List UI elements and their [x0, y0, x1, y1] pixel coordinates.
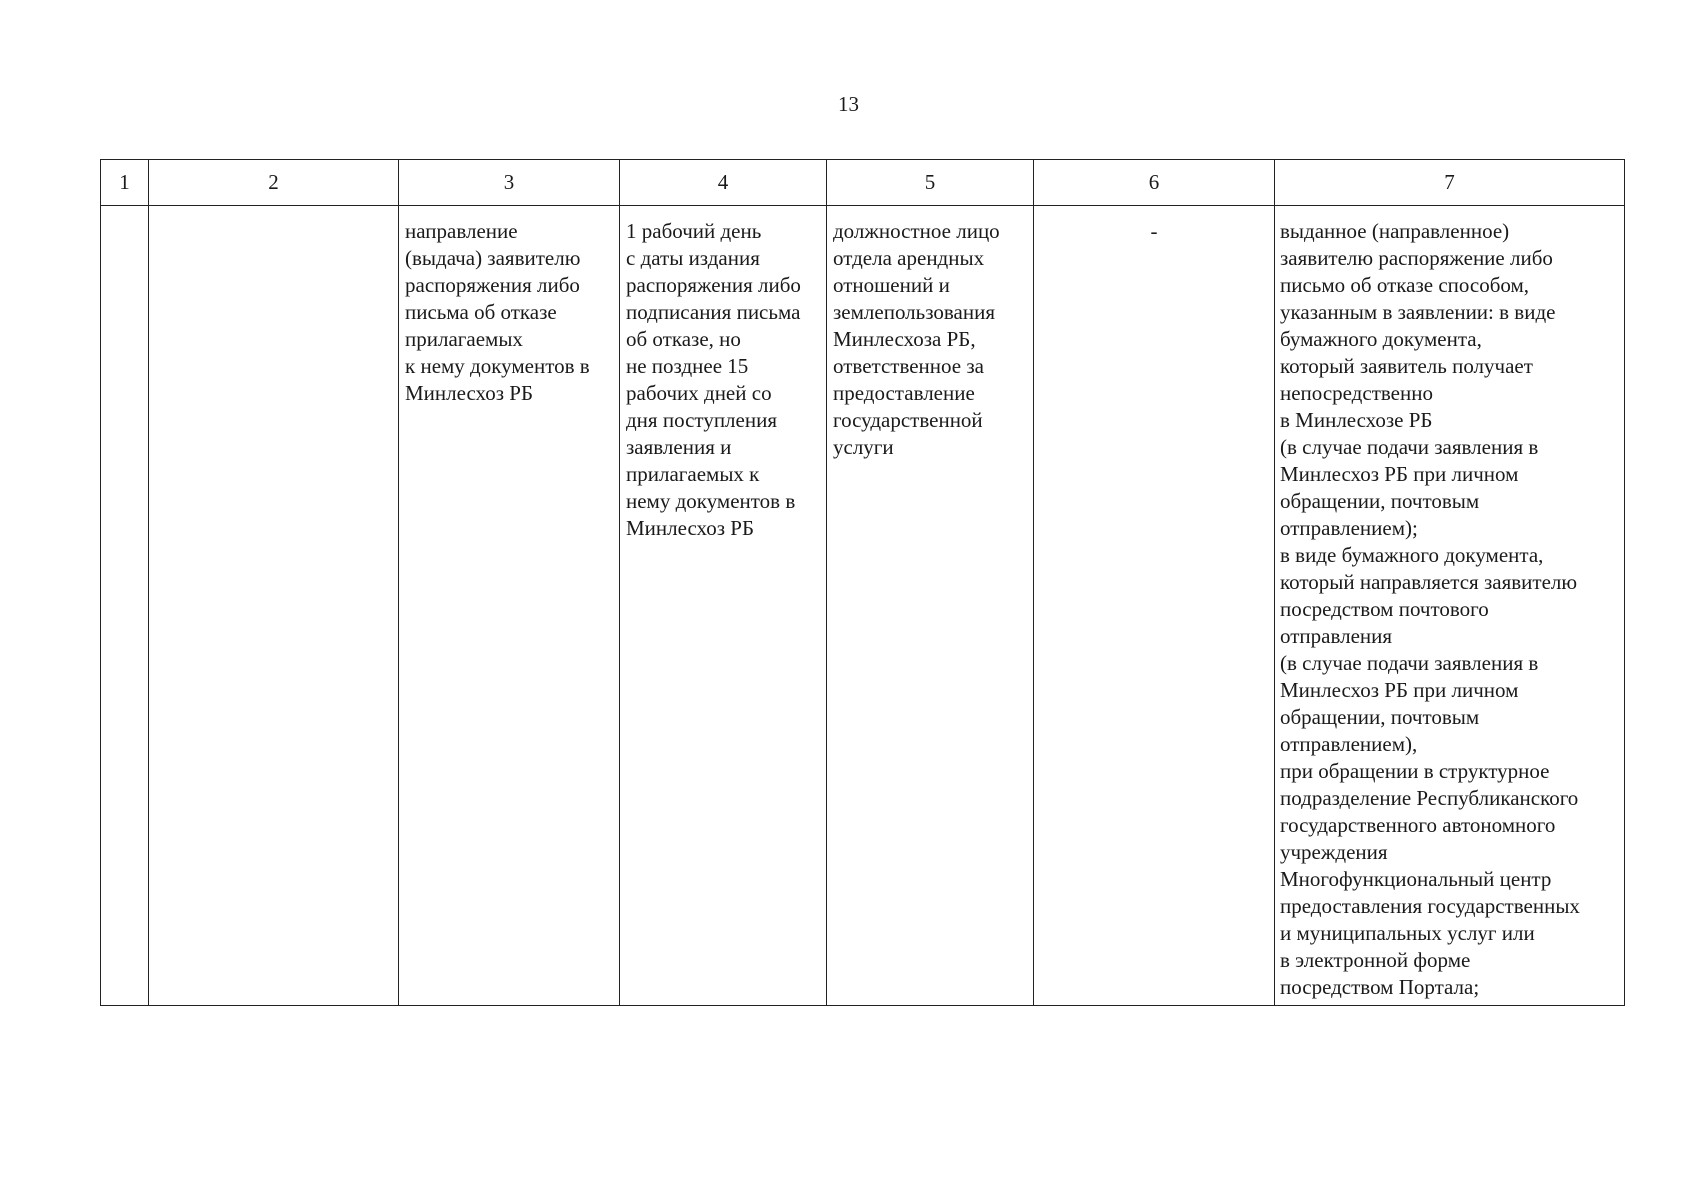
header-col-6: 6 [1034, 160, 1275, 206]
procedure-table [100, 159, 1625, 1006]
page-number: 13 [838, 92, 859, 116]
cell-col-2 [149, 206, 399, 1006]
cell-procedure-action: направление (выдача) заявителю распоряжения либо письма об отказе прилагаемых к нему документов в Минлесхоз РБ [399, 206, 620, 1006]
cell-col-6: - [1034, 206, 1275, 1006]
header-col-2: 2 [149, 160, 399, 206]
table-row [101, 206, 1625, 1006]
header-col-5: 5 [827, 160, 1034, 206]
header-col-7: 7 [1275, 160, 1625, 206]
cell-procedure-result: выданное (направленное) заявителю распоряжение либо письмо об отказе способом, указанным в заявлении: в виде бумажного документа, который заявитель получает непосредственно в Минлесхозе РБ (в случае подачи заявления в Минлесхоз РБ при личном обращении, почтовым отправлением); в виде бумажного документа, который направляется заявителю посредством почтового отправления (в случае подачи заявления в Минлесхоз РБ при личном обращении, почтовым отправлением), при обращении в структурное подразделение Республиканского государственного автономного учреждения Многофункциональный центр предоставления государственных и муниципальных услуг или в электронной форме посредством Портала; [1275, 206, 1625, 1006]
cell-col-1 [101, 206, 149, 1006]
table-header-row [101, 160, 1625, 206]
header-col-3: 3 [399, 160, 620, 206]
cell-procedure-deadline: 1 рабочий день с даты издания распоряжения либо подписания письма об отказе, но не позднее 15 рабочих дней со дня поступления заявления и прилагаемых к нему документов в Минлесхоз РБ [620, 206, 827, 1006]
header-col-1: 1 [101, 160, 149, 206]
cell-responsible-official: должностное лицо отдела арендных отношений и землепользования Минлесхоза РБ, ответственное за предоставление государственной услуги [827, 206, 1034, 1006]
header-col-4: 4 [620, 160, 827, 206]
